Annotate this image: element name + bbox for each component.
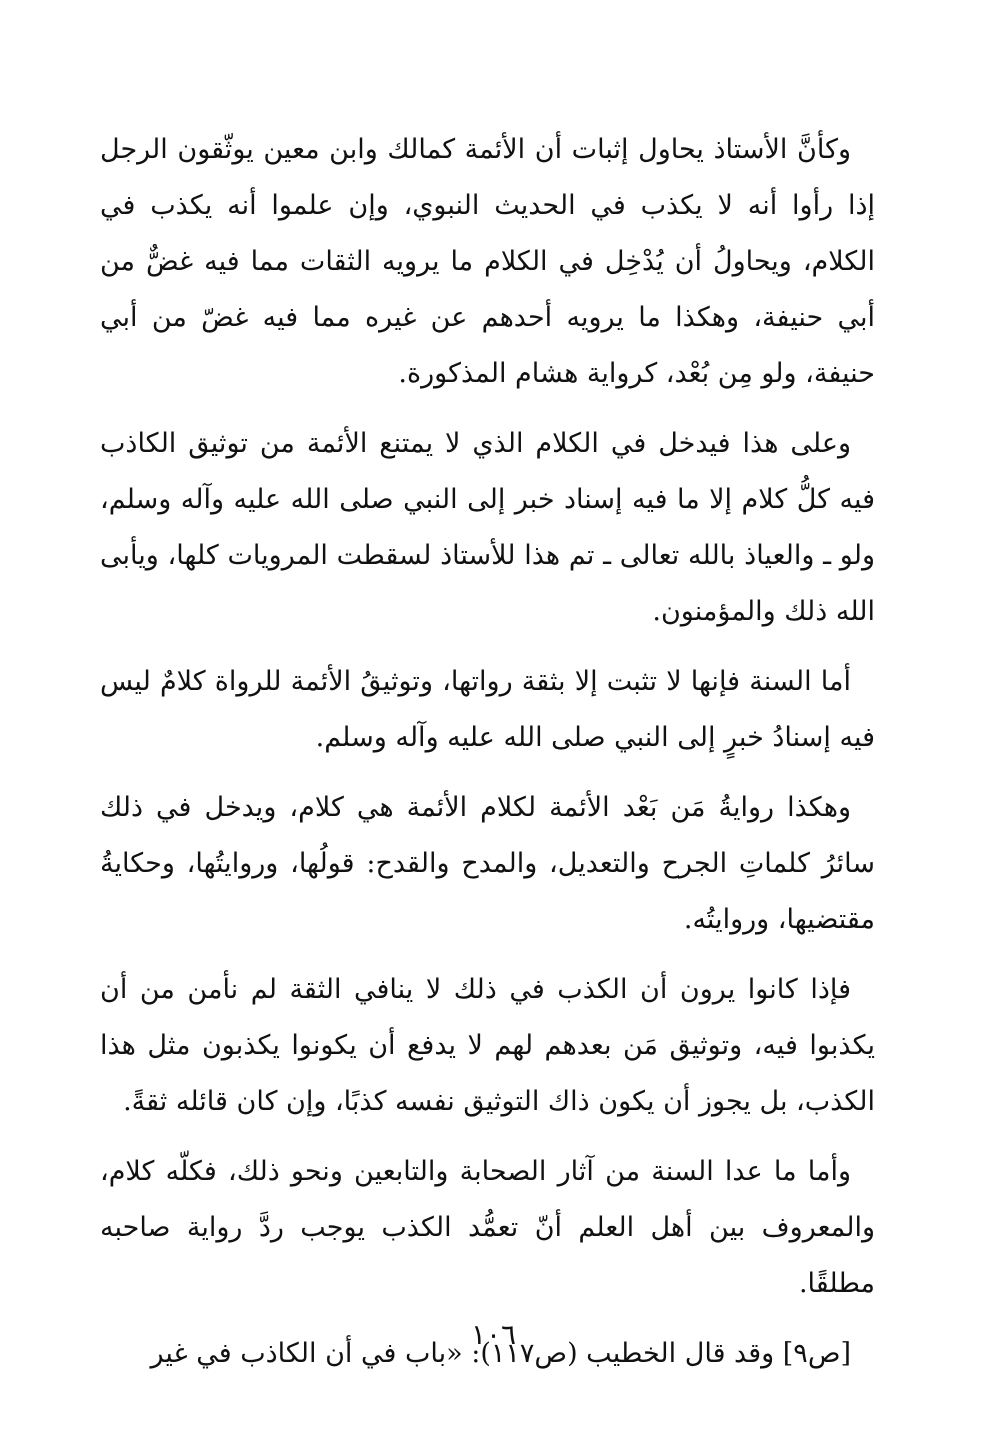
paragraph-2: وعلى هذا فيدخل في الكلام الذي لا يمتنع الأئمة من توثيق الكاذب فيه كلُّ كلام إلا ما فيه إسناد خبر إلى النبي صلى الله عليه وآله وسلم، ولو ـ والعياذ بالله تعالى ـ تم هذا للأستاذ لسقطت المرويات كلها، ويأبى الله ذلك والمؤمنون. [100, 428, 875, 627]
paragraph-1: وكأنَّ الأستاذ يحاول إثبات أن الأئمة كمالك وابن معين يوثّقون الرجل إذا رأوا أنه لا يكذب في الحديث النبوي، وإن علموا أنه يكذب في الكلام، ويحاولُ أن يُدْخِل في الكلام ما يرويه الثقات مما فيه غضٌّ من أبي حنيفة، وهكذا ما يرويه أحدهم عن غيره مما فيه غضّ من أبي حنيفة، ولو مِن بُعْد، كرواية هشام المذكورة. [100, 134, 875, 389]
paragraph-5: فإذا كانوا يرون أن الكذب في ذلك لا ينافي الثقة لم نأمن من أن يكذبوا فيه، وتوثيق مَن بعدهم لهم لا يدفع أن يكونوا يكذبون مثل هذا الكذب، بل يجوز أن يكون ذاك التوثيق نفسه كذبًا، وإن كان قائله ثقةً. [100, 974, 875, 1117]
paragraph-6: وأما ما عدا السنة من آثار الصحابة والتابعين ونحو ذلك، فكلّه كلام، والمعروف بين أهل العلم أنّ تعمُّد الكذب يوجب ردَّ رواية صاحبه مطلقًا. [100, 1156, 875, 1299]
body-text [100, 122, 875, 1382]
page-number: ١٠٦ [470, 1318, 517, 1351]
paragraph-4: وهكذا روايةُ مَن بَعْد الأئمة لكلام الأئمة هي كلام، ويدخل في ذلك سائرُ كلماتِ الجرح والتعديل، والمدح والقدح: قولُها، وروايتُها، وحكايةُ مقتضيها، وروايتُه. [100, 792, 875, 935]
paragraph-7: [ص٩] وقد قال الخطيب (ص١١٧): «باب في أن الكاذب في غير [150, 1338, 851, 1369]
paragraph-3: أما السنة فإنها لا تثبت إلا بثقة رواتها، وتوثيقُ الأئمة للرواة كلامٌ ليس فيه إسنادُ خبرٍ إلى النبي صلى الله عليه وآله وسلم. [100, 666, 875, 753]
